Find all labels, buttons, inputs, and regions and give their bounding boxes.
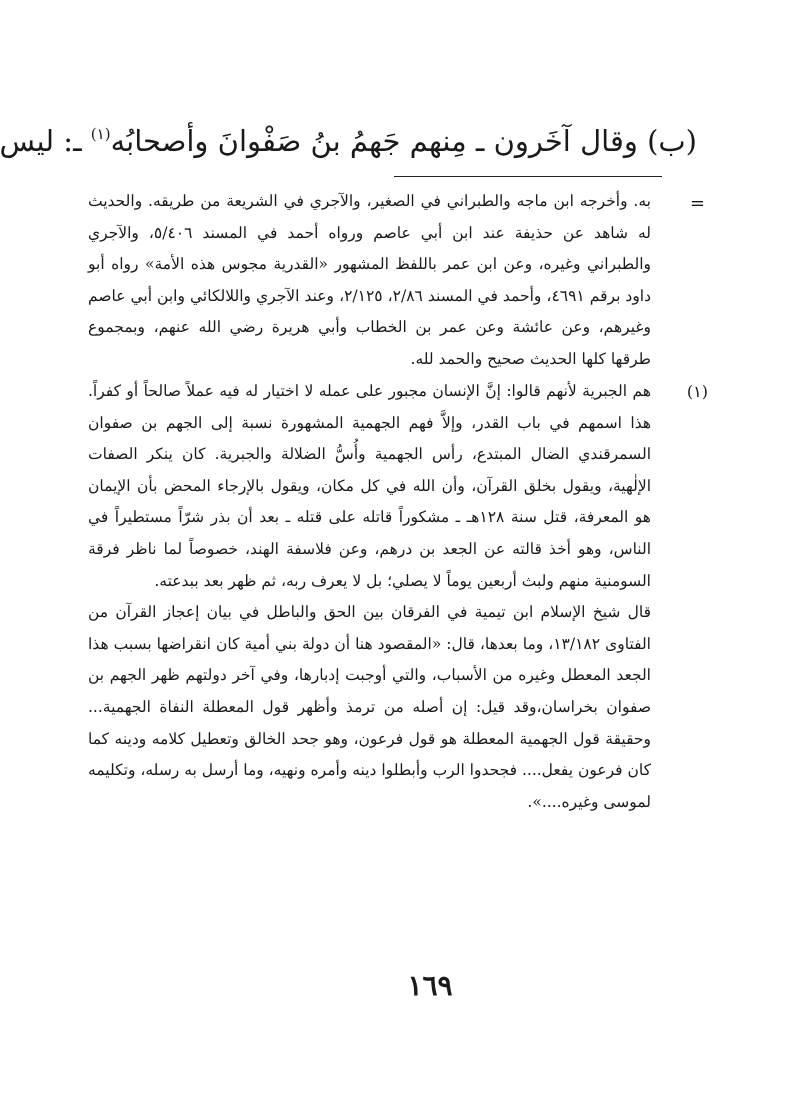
footnote-paragraph: هم الجبرية لأنهم قالوا: إنَّ الإنسان مجبور على عمله لا اختيار له فيه عملاً صالحاً أو كفراً. هذا اسمهم في باب القدر، وإلاَّ فهم الجهمية المشهورة نسبة إلى الجهم بن صفوان السمرقندي الضال المبتدع، رأس الجهمية وأُسُّ الضلالة والجبرية. كان ينكر الصفات الإلٰهية، ويقول بخلق القرآن، وأن الله في كل مكان، ويقول بالإرجاء المحض بأن الإيمان هو المعرفة، قتل سنة ١٢٨هـ ـ مشكوراً قاتله على قتله ـ بعد أن بذر شرّاً مستطيراً في الناس، وهو أخذ قالته عن الجعد بن درهم، وعن فلاسفة الهند، خصوصاً لما ناظر فرقة السومنية منهم ولبث أربعين يوماً لا يصلي؛ بل لا يعرف ربه، ثم ظهر بعد ببدعته. <box>88 382 651 590</box>
main-text-after-note: ـ: ليس <box>0 124 91 158</box>
footnote-reference: (١) <box>90 125 111 143</box>
footnote-1 <box>88 376 651 818</box>
footnote-number: (١) <box>686 382 708 401</box>
main-text-line <box>0 108 697 160</box>
main-text-before-note: (ب) وقال آخَرون ـ مِنهم جَهمُ بنُ صَفْوانَ وأصحابُه <box>110 124 697 158</box>
continuation-marker: = <box>689 193 705 214</box>
page-number: ١٦٩ <box>407 969 453 1002</box>
footnote-paragraph: به. وأخرجه ابن ماجه والطبراني في الصغير، والآجري في الشريعة من طريقه. والحديث له شاهد عن حذيفة عند ابن أبي عاصم ورواه أحمد في المسند ٥/٤٠٦، والآجري والطبراني وغيره، وعن ابن عمر باللفظ المشهور «القدرية مجوس هذه الأمة» رواه أبو داود برقم ٤٦٩١، وأحمد في المسند ٢/٨٦، ٢/١٢٥، وعند الآجري واللالكائي وابن أبي عاصم وغيرهم، وعن عائشة وعن عمر بن الخطاب وأبي هريرة رضي الله عنهم، وبمجموع طرقها كلها الحديث صحيح والحمد لله. <box>88 192 652 368</box>
footnote-paragraph: قال شيخ الإسلام ابن تيمية في الفرقان بين الحق والباطل في بيان إعجاز القرآن من الفتاوى ١٣/١٨٢، وما بعدها، قال: «المقصود هنا أن دولة بني أمية كان انقراضها بسبب هذا الجعد المعطل وغيره من الأسباب، والتي أوجبت إدبارها، وفي آخر دولتهم ظهر الجهم بن صفوان بخراسان،وقد قيل: إن أصله من ترمذ وأظهر قول المعطلة النفاة الجهمية... وحقيقة قول الجهمية المعطلة هو قول فرعون، وهو جحد الخالق وتعطيل كلامه ودينه كما كان فرعون يفعل.... فجحدوا الرب وأبطلوا دينه وأمره ونهيه، وما أرسل به رسله، وتكليمه لموسى وغيره....». <box>88 603 651 811</box>
footnote-separator <box>394 176 662 177</box>
footnote-continued <box>88 186 651 376</box>
